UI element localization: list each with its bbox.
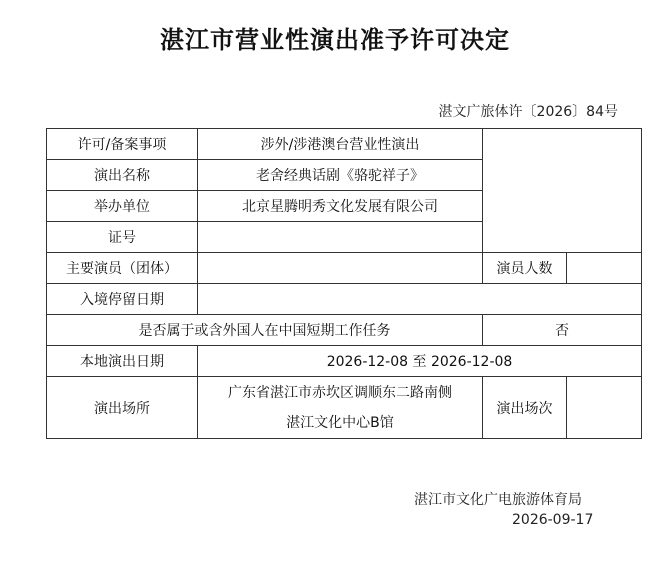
blank-cell	[483, 129, 642, 253]
permit-item-value: 涉外/涉港澳台营业性演出	[198, 129, 483, 160]
local-dates-label: 本地演出日期	[47, 346, 198, 377]
document-number: 湛文广旅体许〔2026〕84号	[438, 104, 618, 120]
show-name-label: 演出名称	[47, 160, 198, 191]
table-row	[47, 129, 642, 160]
certificate-value	[198, 222, 483, 253]
permit-item-label: 许可/备案事项	[47, 129, 198, 160]
issue-date: 2026-09-17	[512, 512, 594, 528]
table-row	[47, 284, 642, 315]
show-name-value: 老舍经典话剧《骆驼祥子》	[198, 160, 483, 191]
sessions-value	[567, 377, 642, 439]
permit-table	[46, 128, 642, 439]
certificate-label: 证号	[47, 222, 198, 253]
organizer-value: 北京星腾明秀文化发展有限公司	[198, 191, 483, 222]
performer-count-value	[567, 253, 642, 284]
foreign-work-label: 是否属于或含外国人在中国短期工作任务	[47, 315, 483, 346]
entry-stay-value	[198, 284, 642, 315]
sessions-label: 演出场次	[483, 377, 567, 439]
foreign-work-value: 否	[483, 315, 642, 346]
organizer-label: 举办单位	[47, 191, 198, 222]
venue-label: 演出场所	[47, 377, 198, 439]
page-title: 湛江市营业性演出准予许可决定	[160, 25, 510, 54]
entry-stay-label: 入境停留日期	[47, 284, 198, 315]
performer-count-label: 演员人数	[483, 253, 567, 284]
local-dates-value: 2026-12-08 至 2026-12-08	[198, 346, 642, 377]
venue-line-address: 广东省湛江市赤坎区调顺东二路南侧	[228, 384, 452, 401]
venue-line-name: 湛江文化中心B馆	[286, 414, 394, 431]
main-performers-label: 主要演员（团体）	[47, 253, 198, 284]
table-row	[47, 377, 642, 439]
table-row	[47, 253, 642, 284]
table-row	[47, 315, 642, 346]
main-performers-value	[198, 253, 483, 284]
table-row	[47, 346, 642, 377]
issuing-authority: 湛江市文化广电旅游体育局	[414, 492, 582, 508]
venue-value	[198, 377, 483, 439]
